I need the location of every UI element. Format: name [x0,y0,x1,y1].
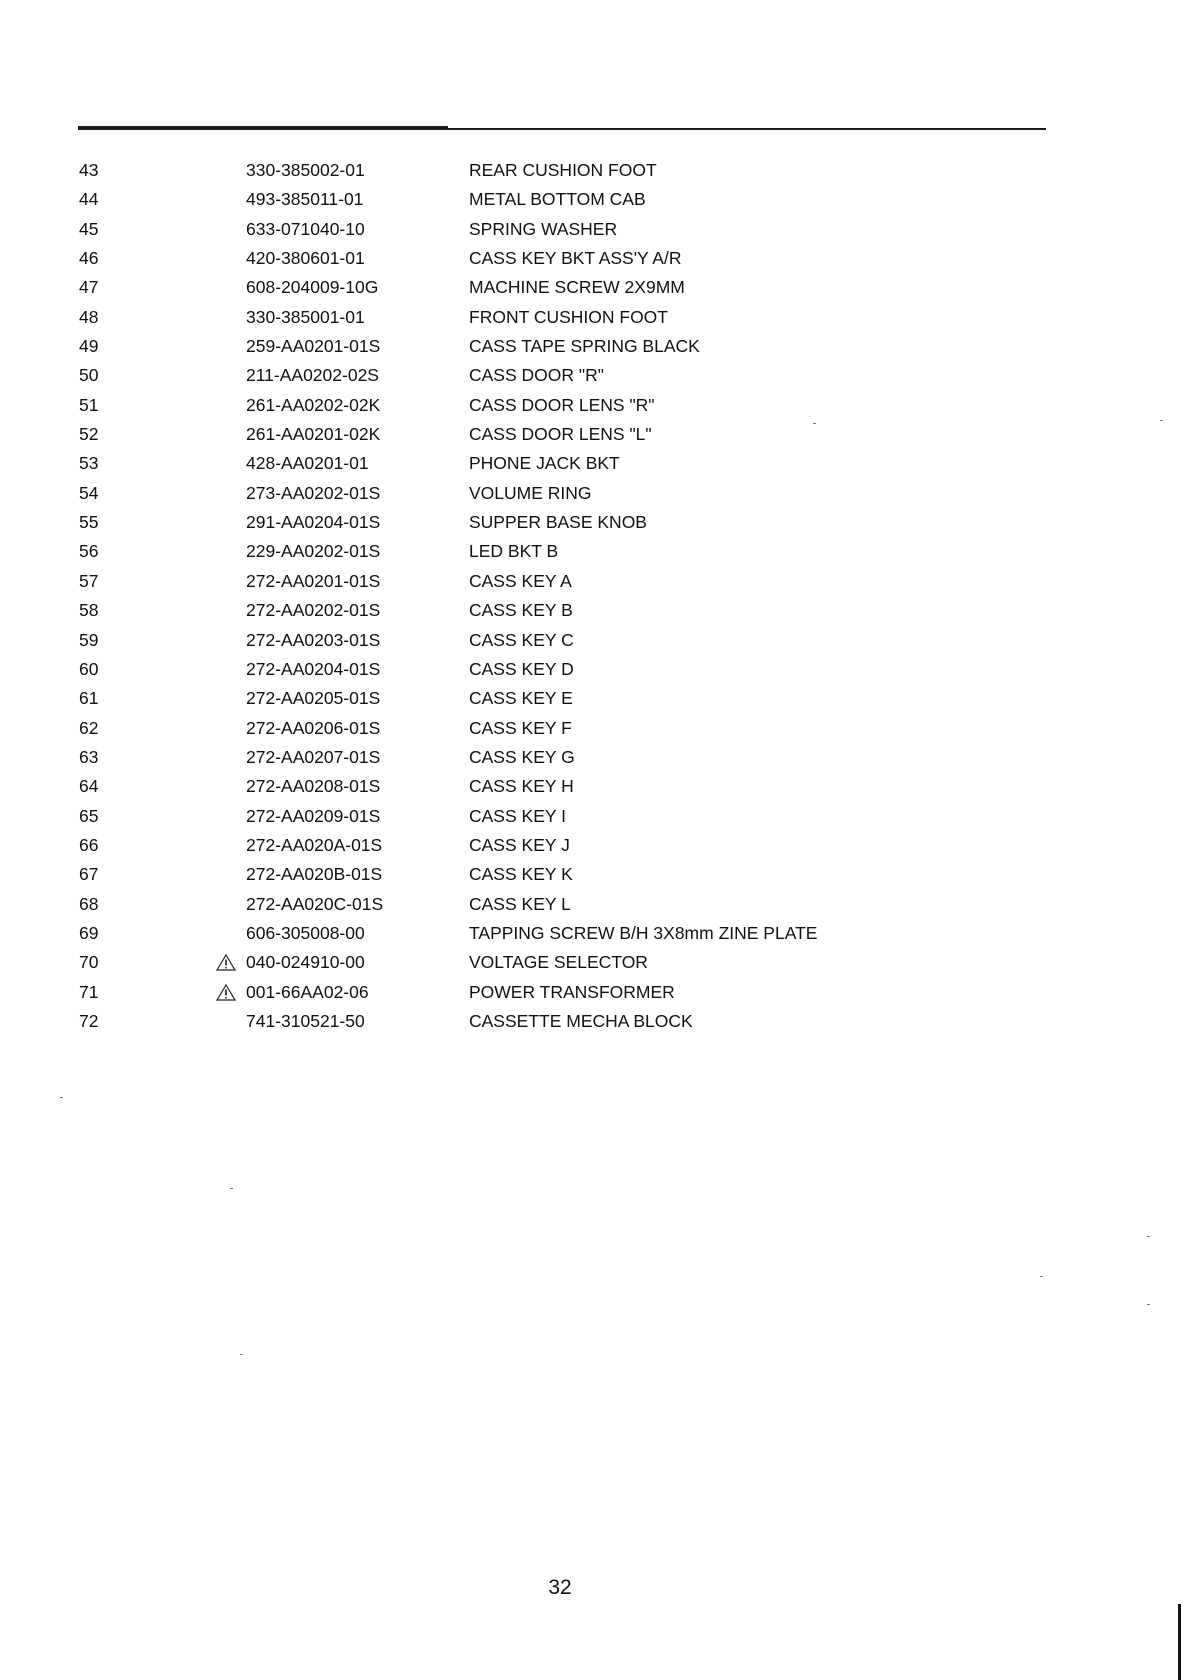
part-number: 46 [79,248,99,269]
part-number: 54 [79,482,99,503]
part-number: 43 [79,160,99,180]
part-code: 272-AA0205-01S [246,688,381,709]
part-code: 273-AA0202-01S [246,482,381,503]
part-description: MACHINE SCREW 2X9MM [469,277,685,298]
scan-speck [1147,1304,1150,1305]
part-number: 56 [79,541,99,562]
part-code: 272-AA0209-01S [246,805,381,826]
part-code: 291-AA0204-01S [246,512,381,533]
part-code: 272-AA0201-01S [246,570,381,591]
part-number: 55 [79,512,99,533]
part-code: 330-385001-01 [246,306,365,327]
parts-row [0,420,1188,449]
parts-row [0,303,1188,332]
part-code: 272-AA020A-01S [246,834,383,855]
part-number: 66 [79,834,99,855]
header-rule [78,128,1046,130]
part-number: 62 [79,717,99,738]
part-number: 48 [79,306,99,327]
part-number: 69 [79,922,99,943]
part-description: CASS KEY F [469,717,572,738]
part-description: CASS KEY H [469,776,574,797]
part-description: REAR CUSHION FOOT [469,160,657,180]
part-number: 44 [79,189,99,210]
part-description: CASS DOOR LENS "R" [469,394,655,415]
part-description: PHONE JACK BKT [469,453,620,474]
scan-speck [1147,1236,1150,1237]
part-code: 633-071040-10 [246,218,365,239]
parts-row [0,332,1188,361]
part-number: 59 [79,629,99,650]
part-code: 229-AA0202-01S [246,541,381,562]
part-description: CASS KEY J [469,834,570,855]
part-code: 493-385011-01 [246,189,364,210]
parts-row [0,978,1188,1007]
parts-row [0,361,1188,390]
scan-speck [1040,1276,1043,1277]
parts-row [0,890,1188,919]
part-description: CASS KEY BKT ASS'Y A/R [469,248,682,269]
part-number: 63 [79,746,99,767]
part-code: 272-AA020B-01S [246,864,383,885]
part-description: METAL BOTTOM CAB [469,189,646,210]
part-description: LED BKT B [469,541,559,562]
part-code: 001-66AA02-06 [246,981,369,1002]
parts-row [0,743,1188,772]
part-description: CASS TAPE SPRING BLACK [469,336,700,357]
scan-edge-mark [1178,1604,1181,1680]
part-code: 330-385002-01 [246,160,365,180]
parts-row [0,626,1188,655]
part-code: 259-AA0201-01S [246,336,381,357]
parts-row [0,391,1188,420]
part-description: CASS KEY I [469,805,566,826]
parts-row [0,185,1188,214]
parts-row [0,1007,1188,1036]
part-description: CASS KEY C [469,629,574,650]
parts-row [0,802,1188,831]
part-description: CASSETTE MECHA BLOCK [469,1010,693,1031]
part-number: 50 [79,365,99,386]
scan-speck [813,423,816,424]
part-description: SUPPER BASE KNOB [469,512,647,533]
part-code: 261-AA0202-02K [246,394,381,415]
part-description: VOLUME RING [469,482,592,503]
part-code: 211-AA0202-02S [246,365,379,386]
part-number: 72 [79,1010,99,1031]
part-number: 47 [79,277,99,298]
parts-row [0,860,1188,889]
part-description: POWER TRANSFORMER [469,981,675,1002]
page-number: 32 [548,1576,572,1599]
part-code: 741-310521-50 [246,1010,365,1031]
part-code: 428-AA0201-01 [246,453,369,474]
parts-row [0,684,1188,713]
scan-speck [1160,420,1163,421]
part-description: CASS KEY B [469,600,573,621]
part-number: 52 [79,424,99,445]
scan-speck [60,1097,63,1098]
part-description: CASS KEY L [469,893,571,914]
parts-row [0,537,1188,566]
parts-row [0,449,1188,478]
part-code: 608-204009-10G [246,277,379,298]
part-code: 606-305008-00 [246,922,365,943]
part-description: TAPPING SCREW B/H 3X8mm ZINE PLATE [469,922,818,943]
part-number: 65 [79,805,99,826]
part-number: 61 [79,688,99,709]
warning-triangle-icon [216,954,236,971]
part-number: 64 [79,776,99,797]
part-number: 60 [79,658,99,679]
parts-row [0,508,1188,537]
parts-row [0,273,1188,302]
part-description: CASS KEY K [469,864,573,885]
parts-row [0,479,1188,508]
part-code: 261-AA0201-02K [246,424,381,445]
parts-row [0,948,1188,977]
part-code: 272-AA0202-01S [246,600,381,621]
part-number: 68 [79,893,99,914]
part-description: CASS DOOR LENS "L" [469,424,652,445]
part-description: CASS KEY A [469,570,572,591]
part-code: 040-024910-00 [246,952,365,973]
part-description: CASS KEY E [469,688,573,709]
parts-row [0,772,1188,801]
part-number: 49 [79,336,99,357]
part-description: CASS KEY D [469,658,574,679]
part-description: CASS KEY G [469,746,575,767]
part-code: 272-AA020C-01S [246,893,384,914]
parts-row [0,156,1188,185]
part-number: 51 [79,394,99,415]
part-code: 272-AA0207-01S [246,746,381,767]
part-number: 67 [79,864,99,885]
part-number: 57 [79,570,99,591]
parts-row [0,244,1188,273]
part-code: 272-AA0206-01S [246,717,381,738]
parts-row [0,596,1188,625]
parts-row [0,215,1188,244]
part-description: FRONT CUSHION FOOT [469,306,668,327]
part-description: VOLTAGE SELECTOR [469,952,648,973]
scan-speck [230,1188,233,1189]
part-description: SPRING WASHER [469,218,618,239]
part-number: 45 [79,218,99,239]
parts-row [0,567,1188,596]
part-code: 420-380601-01 [246,248,365,269]
part-code: 272-AA0204-01S [246,658,381,679]
parts-row [0,831,1188,860]
scan-speck [240,1354,243,1355]
part-number: 58 [79,600,99,621]
parts-row [0,655,1188,684]
part-number: 70 [79,952,99,973]
part-code: 272-AA0208-01S [246,776,381,797]
part-number: 53 [79,453,99,474]
parts-list [0,156,1188,1036]
part-number: 71 [79,981,99,1002]
parts-row [0,919,1188,948]
part-code: 272-AA0203-01S [246,629,381,650]
part-description: CASS DOOR "R" [469,365,604,386]
warning-triangle-icon [216,984,236,1001]
parts-row [0,714,1188,743]
